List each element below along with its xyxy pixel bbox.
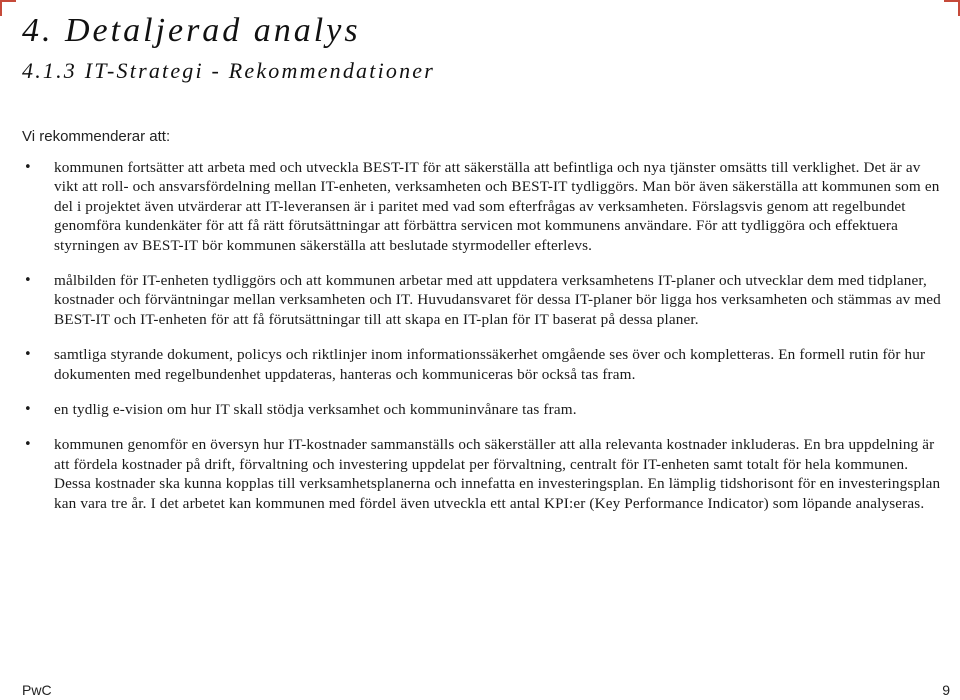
footer-brand: PwC — [22, 682, 52, 698]
bullet-icon: • — [24, 273, 32, 289]
page-title: 4. Detaljerad analys — [22, 12, 361, 49]
recommendation-text: målbilden för IT-enheten tydliggörs och att kommunen arbetar med att uppdatera verksamhetens IT-planer och utvecklar dem med tidplaner, kostnader och förväntningar mellan verksamheten och IT. Huvudansvaret för dessa IT-planer bör ligga hos verksamheten och stämmas av med BEST-IT och IT-enheten för att få förutsättningar till att skapa en IT-plan för IT baserat på dessa planer. — [54, 272, 941, 328]
corner-mark-right — [944, 0, 960, 16]
bullet-icon: • — [24, 160, 32, 175]
recommendation-text: kommunen fortsätter att arbeta med och utveckla BEST-IT för att säkerställa att befintliga och nya tjänster omsätts till verklighet. Det är av vikt att roll- och ansvarsfördelning mellan IT-enheten, verksamheten och BEST-IT tydliggörs. Man bör även säkerställa att kommunen som en del i projektet även utvärderar att IT-leveransen är i paritet med vad som efterfrågas av verksamheten. Förslagsvis genom att regelbundet genomföra kundenkäter för att få rätt förutsättningar att förbättra servicen mot kommunens användare. För att tydliggöra och effektuera styrningen av BEST-IT bör kommunen säkerställa att beslutade styrmodeller efterlevs. — [54, 159, 940, 254]
recommendation-item — [22, 271, 942, 329]
recommendation-text: samtliga styrande dokument, policys och riktlinjer inom informationssäkerhet omgående ses över och kompletteras. En formell rutin för hur dokumenten med regelbundenhet uppdateras, hanteras och kommuniceras bör också tas fram. — [54, 346, 926, 383]
bullet-icon: • — [24, 347, 32, 363]
section-subtitle: 4.1.3 IT-Strategi - Rekommendationer — [22, 58, 436, 83]
recommendation-item — [22, 435, 942, 513]
corner-mark-left — [0, 0, 16, 16]
page-number: 9 — [942, 682, 950, 698]
recommendation-item — [22, 345, 942, 384]
bullet-icon: • — [24, 437, 32, 453]
bullet-icon: • — [24, 402, 32, 418]
recommendation-list — [22, 158, 942, 529]
recommendation-text: en tydlig e-vision om hur IT skall stödja verksamhet och kommuninvånare tas fram. — [54, 401, 577, 419]
recommendation-item — [22, 400, 942, 419]
intro-text: Vi rekommenderar att: — [22, 128, 171, 145]
recommendation-text: kommunen genomför en översyn hur IT-kostnader sammanställs och säkerställer att alla relevanta kostnader inkluderas. En bra uppdelning är att fördela kostnader på drift, förvaltning och investering uppdelat per förvaltning, centralt för IT-enheten samt totalt för hela kommunen. Dessa kostnader ska kunna kopplas till verksamhetsplanerna och innefatta en investeringsplan. En lämplig tidshorisont för en investeringsplan kan vara tre år. I det arbetet kan kommunen med fördel även utveckla ett antal KPI:er (Key Performance Indicator) som löpande analyseras. — [54, 436, 941, 512]
recommendation-item — [22, 158, 942, 255]
